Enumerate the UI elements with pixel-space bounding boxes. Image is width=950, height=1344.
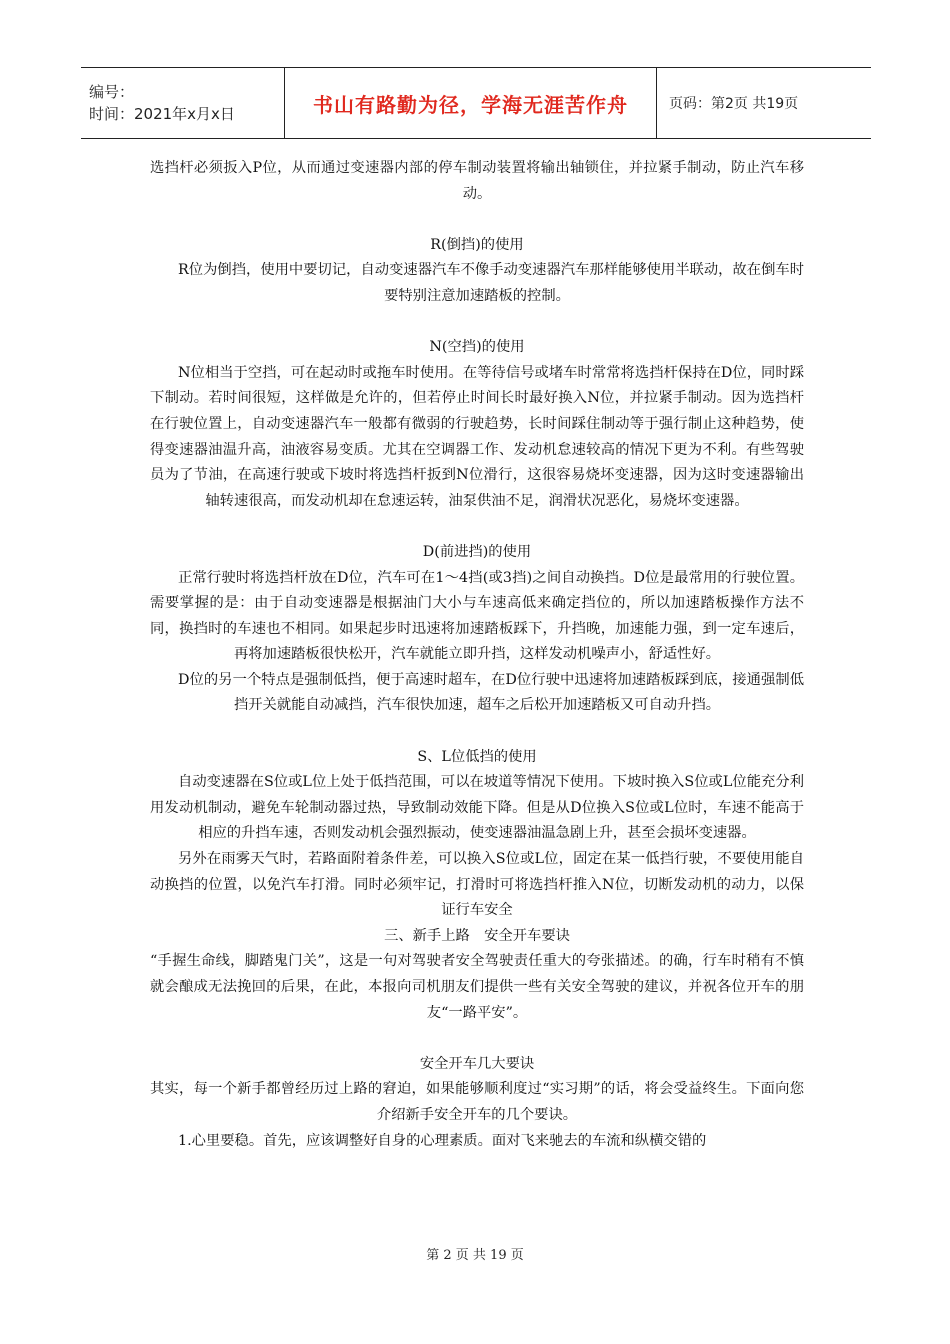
page-footer: 第 2 页 共 19 页 [426, 1248, 524, 1263]
document-number-label: 编号： [89, 83, 135, 101]
document-date-label: 时间：2021年x月x日 [89, 105, 235, 123]
page-header [81, 67, 871, 139]
section-heading-neutral: N(空挡)的使用 [429, 339, 525, 356]
paragraph: 另外在雨雾天气时，若路面附着条件差，可以换入S位或L位，固定在某一低挡行驶，不要使用能自动换挡的位置，以免汽车打滑。同时必须牢记，打滑时可将选挡杆推入N位，切断发动机的动力，以保证行车安全 [150, 851, 804, 919]
section-heading-drive: D(前进挡)的使用 [422, 543, 532, 560]
paragraph: 选挡杆必须扳入P位，从而通过变速器内部的停车制动装置将输出轴锁住，并拉紧手制动，防止汽车移动。 [150, 160, 804, 202]
document-body [150, 156, 804, 1154]
paragraph: 1.心里要稳。首先，应该调整好自身的心理素质。面对飞来驰去的车流和纵横交错的 [178, 1132, 707, 1149]
paragraph: N位相当于空挡，可在起动时或拖车时使用。在等待信号或堵车时常常将选挡杆保持在D位，同时踩下制动。若时间很短，这样做是允许的，但若停止时间长时最好换入N位，并拉紧手制动。因为选挡杆在行驶位置上，自动变速器汽车一般都有微弱的行驶趋势，长时间踩住制动等于强行制止这种趋势，使得变速器油温升高，油液容易变质。尤其在空调器工作、发动机怠速较高的情况下更为不利。有些驾驶员为了节油，在高速行驶或下坡时将选挡杆扳到N位滑行，这很容易烧坏变速器，因为这时变速器输出轴转速很高，而发动机却在怠速运转，油泵供油不足，润滑状况恶化，易烧坏变速器。 [150, 364, 804, 509]
header-page-cell [657, 68, 871, 138]
paragraph: 自动变速器在S位或L位上处于低挡范围，可以在坡道等情况下使用。下坡时换入S位或L位能充分利用发动机制动，避免车轮制动器过热，导致制动效能下降。但是从D位换入S位或L位时，车速不能高于相应的升挡车速，否则发动机会强烈振动，使变速器油温急剧上升，甚至会损坏变速器。 [150, 774, 804, 842]
header-motto-cell [284, 68, 657, 138]
paragraph: “手握生命线，脚踏鬼门关”，这是一句对驾驶者安全驾驶责任重大的夸张描述。的确，行车时稍有不慎就会酿成无法挽回的后果，在此，本报向司机朋友们提供一些有关安全驾驶的建议，并祝各位开车的朋友“一路平安”。 [150, 953, 804, 1021]
section-heading-reverse: R(倒挡)的使用 [430, 236, 524, 253]
section-heading-tips: 安全开车几大要诀 [419, 1055, 535, 1072]
section-heading-new-driver: 三、新手上路 安全开车要诀 [384, 927, 570, 944]
paragraph: D位的另一个特点是强制低挡，便于高速时超车，在D位行驶中迅速将加速踏板踩到底，接通强制低挡开关就能自动减挡，汽车很快加速，超车之后松开加速踏板又可自动升挡。 [178, 671, 804, 714]
header-motto: 书山有路勤为径，学海无涯苦作舟 [313, 92, 628, 117]
header-page-number: 页码：第2页 共19页 [669, 96, 799, 112]
header-meta [81, 68, 284, 138]
paragraph: 正常行驶时将选挡杆放在D位，汽车可在1～4挡(或3挡)之间自动换挡。D位是最常用的行驶位置。需要掌握的是：由于自动变速器是根据油门大小与车速高低来确定挡位的，所以加速踏板操作方法不同，换挡时的车速也不相同。如果起步时迅速将加速踏板踩下，升挡晚，加速能力强，到一定车速后，再将加速踏板很快松开，汽车就能立即升挡，这样发动机噪声小，舒适性好。 [150, 569, 804, 663]
paragraph: 其实，每一个新手都曾经历过上路的窘迫，如果能够顺利度过“实习期”的话，将会受益终生。下面向您介绍新手安全开车的几个要诀。 [150, 1081, 804, 1123]
paragraph: R位为倒挡，使用中要切记，自动变速器汽车不像手动变速器汽车那样能够使用半联动，故在倒车时要特别注意加速踏板的控制。 [178, 262, 804, 304]
section-heading-low-gear: S、L位低挡的使用 [417, 748, 537, 765]
